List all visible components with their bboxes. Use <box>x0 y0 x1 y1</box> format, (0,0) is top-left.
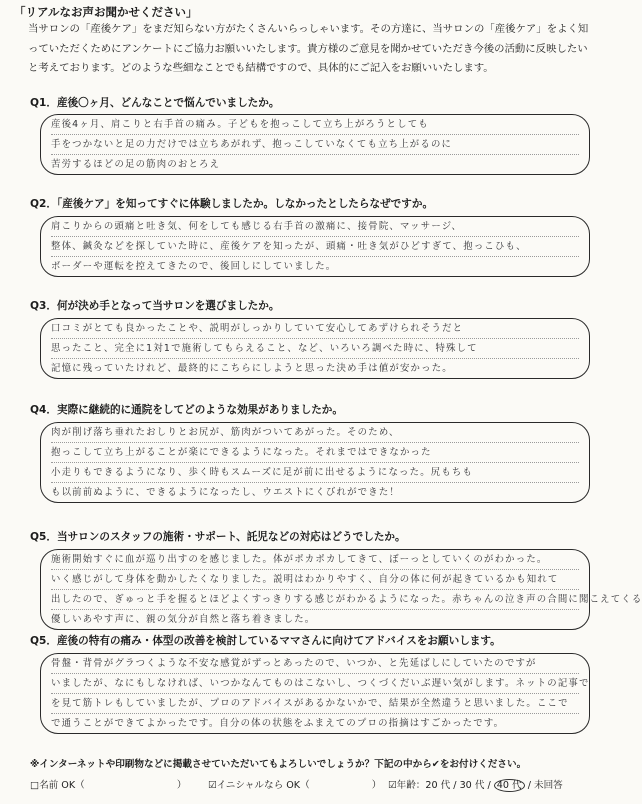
answer-line: 抱っこして立ち上がることが楽にできるようになった。それまではできなかった <box>51 443 579 463</box>
answer-line: いましたが、なにもしなければ、いつかなんてものはこないし、つくづくだいぶ遅い気がします。ネットの記事で <box>51 674 579 694</box>
question-6-label: Q5．産後の特有の痛み・体型の改善を検討しているママさんに向けてアドバイスをお願いします。 <box>30 635 501 647</box>
question-1-label: Q1．産後〇ヶ月、どんなことで悩んでいましたか。 <box>30 97 280 109</box>
answer-line: を見て筋トレもしていましたが、プロのアドバイスがあるかないかで、結果が全然違うと思いました。ここで <box>51 694 579 714</box>
publication-note: ※インターネットや印刷物などに掲載させていただいてもよろしいでしょうか？下記の中から✔をお付けください。 <box>30 759 527 770</box>
answer-line: 記憶に残っていたけれど、最終的にこちらにしようと思った決め手は値が安かった。 <box>51 363 453 374</box>
answer-box-2 <box>40 216 590 277</box>
age-prefix: ☑年齢：20 代 / 30 代 / <box>388 780 491 791</box>
survey-header: 「リアルなお声お聞かせください」 <box>14 5 198 19</box>
answer-line: 整体、鍼灸などを探していた時に、産後ケアを知ったが、頭痛・吐き気がひどすぎて、抱っこひも、 <box>51 237 579 257</box>
age-option[interactable] <box>388 777 563 791</box>
answer-box-4 <box>40 422 590 503</box>
answer-line: 口コミがとても良かったことや、説明がしっかりしていて安心してあずけられそうだと <box>51 319 579 339</box>
answer-box-1 <box>40 114 590 175</box>
age-selected-circle: 40 代 <box>494 779 525 792</box>
name-ok-close: ） <box>176 780 187 791</box>
answer-line: 骨盤・背骨がグラつくような不安な感覚がずっとあったので、いつか、と先延ばしにしていたのですが <box>51 654 579 674</box>
initial-ok-label: ☑イニシャルなら OK（ <box>208 780 310 791</box>
answer-line: 手をつかないと足の力だけでは立ちあがれず、抱っこしていなくても立ち上がるのに <box>51 135 579 155</box>
question-5-label: Q5．当サロンのスタッフの施術・サポート、託児などの対応はどうでしたか。 <box>30 531 406 543</box>
answer-box-3 <box>40 318 590 379</box>
answer-line: 施術開始すぐに血が巡り出すのを感じました。体がポカポカしてきて、ぼーっとしていくのがわかった。 <box>51 550 579 570</box>
answer-line: ボーダーや運転を控えてきたので、後回しにしていました。 <box>51 261 337 272</box>
age-suffix: / 未回答 <box>527 780 563 791</box>
initial-ok-close: ） <box>371 780 382 791</box>
answer-line: 苦労するほどの足の筋肉のおとろえ <box>51 159 221 170</box>
answer-line: いく感じがして身体を動かしたくなりました。説明はわかりやすく、自分の体に何が起きているかも知れて <box>51 570 579 590</box>
answer-line: も以前前ぬように、できるようになったし、ウエストにくびれができた！ <box>51 487 400 498</box>
answer-line: 肩こりからの頭痛と吐き気、何をしても感じる右手首の激痛に、接骨院、マッサージ、 <box>51 217 579 237</box>
name-ok-option[interactable] <box>30 777 186 791</box>
name-ok-label: □名前 OK（ <box>30 780 85 791</box>
answer-line: 出したので、ぎゅっと手を握るとほどよくすっきりする感じがわかるようになった。赤ちゃんの泣き声の合間に聞こえてくる <box>51 590 579 610</box>
answer-line: 優しいあやす声に、親の気分が自然と落ち着きました。 <box>51 614 316 625</box>
answer-box-5 <box>40 549 642 630</box>
answer-line: 小走りもできるようになり、歩く時もスムーズに足が前に出せるようになった。尻もちも <box>51 463 579 483</box>
answer-line: 肉が削げ落ち垂れたおしりとお尻が、筋肉がついてあがった。そのため、 <box>51 423 579 443</box>
survey-intro: 当サロンの「産後ケア」をまだ知らない方がたくさんいらっしゃいます。その方達に、当サロンの「産後ケア」をよく知っていただくためにアンケートにご協力お願いいたします。貴方様のご意見を聞かせていただき今後の活動に反映したいと考えております。どのような些細なことでも結構ですので、具体的にご記入をお願いいたします。 <box>28 23 589 74</box>
answer-line: 産後4ヶ月、肩こりと右手首の痛み。子どもを抱っこして立ち上がろうとしても <box>51 115 579 135</box>
question-3-label: Q3．何が決め手となって当サロンを選びましたか。 <box>30 300 280 312</box>
question-2-label: Q2．「産後ケア」を知ってすぐに体験しましたか。しなかったとしたらなぜですか。 <box>30 198 434 210</box>
answer-line: で通うことができてよかったです。自分の体の状態をふまえてのプロの指摘はすごかったです。 <box>51 718 505 729</box>
question-4-label: Q4．実際に継続的に通院をしてどのような効果がありましたか。 <box>30 404 343 416</box>
answer-line: 思ったこと、完全に1対1で施術してもらえること、など、いろいろ調べた時に、特殊して <box>51 339 579 359</box>
initial-ok-option[interactable] <box>208 777 381 791</box>
answer-box-6 <box>40 653 590 734</box>
